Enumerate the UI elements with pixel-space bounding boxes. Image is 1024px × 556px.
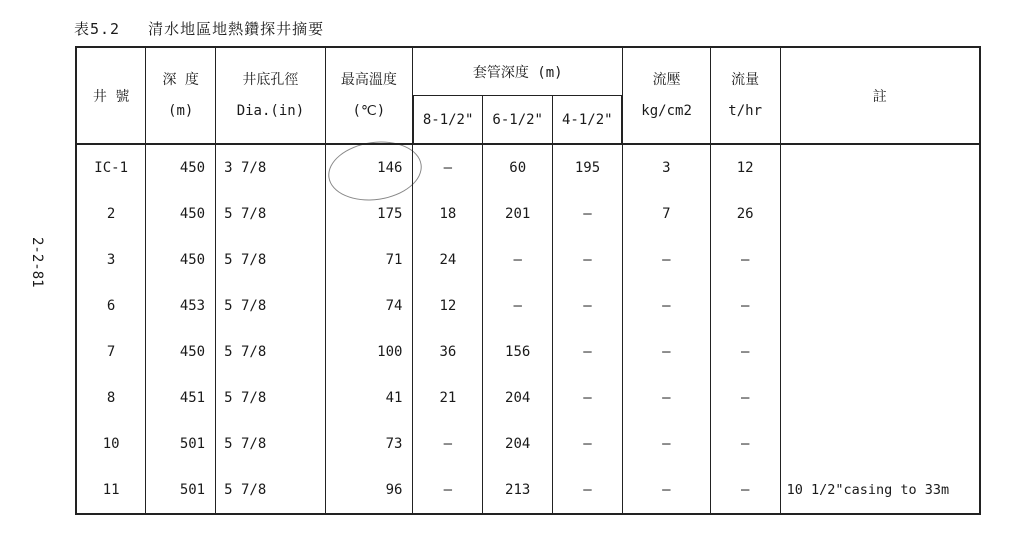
header-casing-depth: 套管深度 (m) [413,47,622,96]
cell-dia: 5 7/8 [216,467,326,514]
cell-dia: 5 7/8 [216,329,326,375]
header-casing-4-1-2: 4-1/2" [553,96,623,145]
cell-flow: — [710,421,780,467]
cell-well: 11 [76,467,146,514]
header-casing-8-1-2: 8-1/2" [413,96,483,145]
table-number: 表5.2 [74,20,121,38]
cell-c1: 21 [413,375,483,421]
cell-note [780,144,980,191]
table-row [76,467,980,514]
cell-c3: — [553,329,623,375]
cell-c1: — [413,144,483,191]
cell-temp: 73 [325,421,413,467]
header-pressure: 流壓 kg/cm2 [622,47,710,144]
cell-pressure: — [622,283,710,329]
cell-note [780,191,980,237]
cell-note [780,421,980,467]
cell-depth: 453 [146,283,216,329]
cell-well: 3 [76,237,146,283]
cell-c3: — [553,467,623,514]
table-row [76,237,980,283]
cell-dia: 5 7/8 [216,237,326,283]
cell-depth: 450 [146,144,216,191]
cell-temp: 175 [325,191,413,237]
header-casing-6-1-2: 6-1/2" [483,96,553,145]
cell-c1: — [413,421,483,467]
cell-note [780,283,980,329]
cell-c2: 201 [483,191,553,237]
table-row [76,375,980,421]
cell-note: 10 1/2"casing to 33m [780,467,980,514]
cell-flow: — [710,467,780,514]
cell-pressure: — [622,467,710,514]
cell-flow: 26 [710,191,780,237]
cell-dia: 3 7/8 [216,144,326,191]
cell-depth: 450 [146,329,216,375]
cell-flow: 12 [710,144,780,191]
cell-c1: — [413,467,483,514]
header-well: 井 號 [76,47,146,144]
cell-well: 6 [76,283,146,329]
cell-c3: 195 [553,144,623,191]
cell-well: 7 [76,329,146,375]
cell-c3: — [553,375,623,421]
cell-c2: 204 [483,421,553,467]
cell-c1: 24 [413,237,483,283]
cell-temp: 100 [325,329,413,375]
cell-depth: 450 [146,191,216,237]
cell-flow: — [710,329,780,375]
cell-c2: 156 [483,329,553,375]
cell-well: 10 [76,421,146,467]
cell-flow: — [710,283,780,329]
cell-temp: 41 [325,375,413,421]
cell-c2: 60 [483,144,553,191]
table-row [76,421,980,467]
cell-c3: — [553,191,623,237]
cell-temp: 96 [325,467,413,514]
cell-depth: 451 [146,375,216,421]
cell-dia: 5 7/8 [216,283,326,329]
cell-well: 8 [76,375,146,421]
cell-note [780,237,980,283]
cell-temp: 74 [325,283,413,329]
cell-c2: — [483,237,553,283]
header-note: 註 [780,47,980,144]
cell-c2: — [483,283,553,329]
cell-c1: 12 [413,283,483,329]
cell-dia: 5 7/8 [216,421,326,467]
header-max-temp: 最高溫度 (℃) [325,47,413,144]
cell-note [780,375,980,421]
table-row [76,191,980,237]
cell-c2: 204 [483,375,553,421]
cell-dia: 5 7/8 [216,375,326,421]
cell-pressure: — [622,421,710,467]
cell-depth: 450 [146,237,216,283]
cell-pressure: — [622,375,710,421]
cell-well: IC-1 [76,144,146,191]
table-row [76,329,980,375]
cell-pressure: 3 [622,144,710,191]
cell-c3: — [553,237,623,283]
cell-pressure: — [622,329,710,375]
table-title: 清水地區地熱鑽探井摘要 [148,20,325,38]
cell-c1: 18 [413,191,483,237]
cell-temp: 71 [325,237,413,283]
cell-dia: 5 7/8 [216,191,326,237]
cell-depth: 501 [146,421,216,467]
header-flow: 流量 t/hr [710,47,780,144]
cell-c1: 36 [413,329,483,375]
cell-pressure: — [622,237,710,283]
cell-well: 2 [76,191,146,237]
table-row [76,144,980,191]
cell-flow: — [710,237,780,283]
cell-depth: 501 [146,467,216,514]
cell-temp: 146 [325,144,413,191]
cell-c3: — [553,283,623,329]
table-row [76,283,980,329]
cell-c2: 213 [483,467,553,514]
header-depth: 深 度 (m) [146,47,216,144]
well-summary-table [75,46,981,515]
page-number-side: 2-2-81 [29,236,45,288]
cell-c3: — [553,421,623,467]
cell-note [780,329,980,375]
cell-flow: — [710,375,780,421]
table-caption [74,18,324,39]
header-bottom-dia: 井底孔徑 Dia.(in) [216,47,326,144]
cell-pressure: 7 [622,191,710,237]
